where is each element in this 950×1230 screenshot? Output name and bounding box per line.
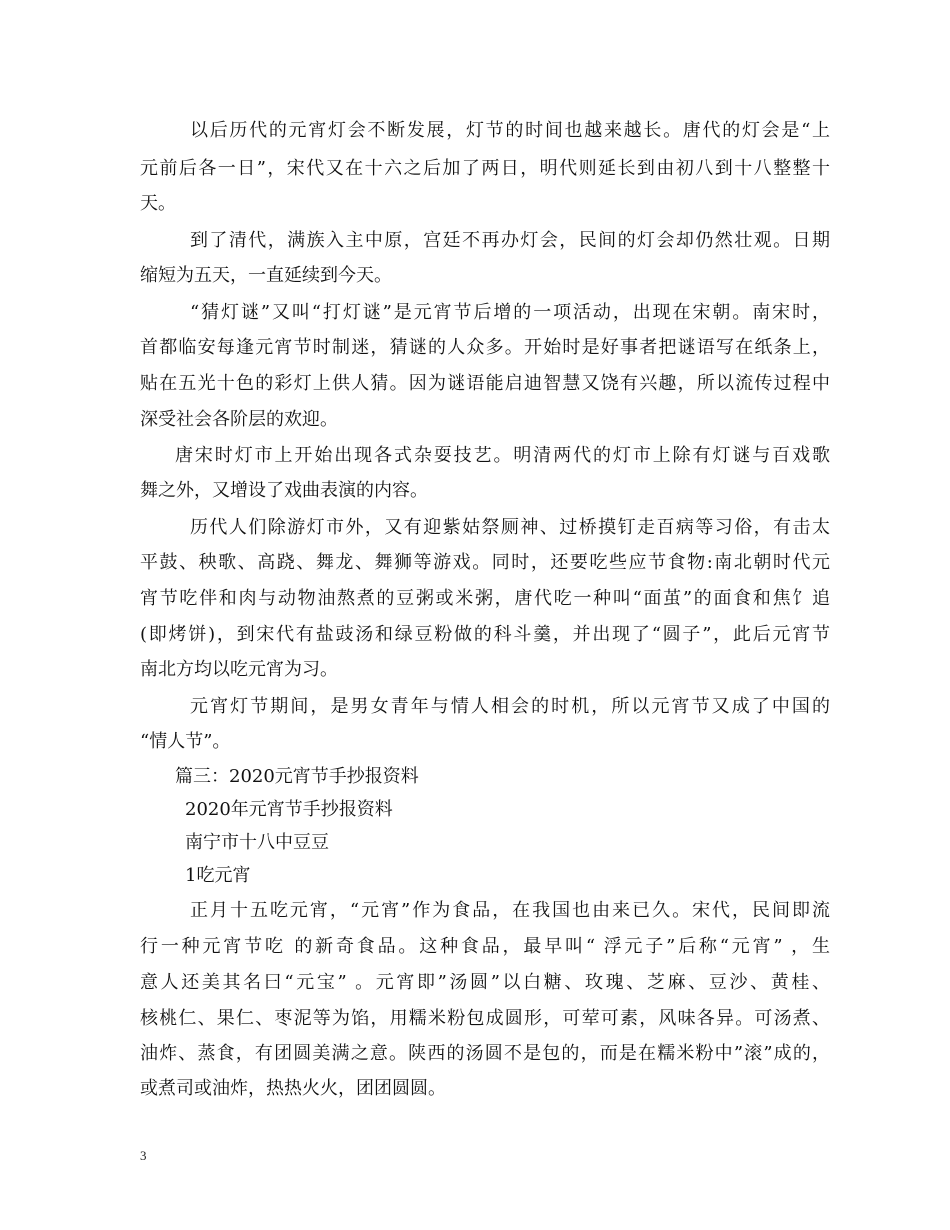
paragraph-7-line-3: 意人还美其名曰“元宝” 。元宵即”汤圆”以白糖、玫瑰、芝麻、豆沙、黄桂、 <box>140 972 830 993</box>
paragraph-4-line-2: 舞之外，又增设了戏曲表演的内容。 <box>140 480 428 501</box>
page-number: 3 <box>140 1148 147 1163</box>
paragraph-6-line-1: 元宵灯节期间，是男女青年与情人相会的时机，所以元宵节又成了中国的 <box>190 696 830 717</box>
paragraph-6-line-2: “情人节”。 <box>140 731 231 752</box>
paragraph-5-line-3: 宵节吃伴和肉与动物油熬煮的豆粥或米粥，唐代吃一种叫“面茧”的面食和焦饣追 <box>140 588 830 609</box>
paragraph-5-line-5: 南北方均以吃元宵为习。 <box>140 659 338 680</box>
paragraph-7-line-4: 核桃仁、果仁、枣泥等为馅，用糯米粉包成圆形，可荤可素，风味各异。可汤煮、 <box>140 1008 830 1029</box>
paragraph-2-line-1: 到了清代，满族入主中原，宫廷不再办灯会，民间的灯会却仍然壮观。日期 <box>190 230 830 251</box>
paragraph-3-line-3: 贴在五光十色的彩灯上供人猜。因为谜语能启迪智慧又饶有兴趣，所以流传过程中 <box>140 373 830 394</box>
section-title: 篇三：2020元宵节手抄报资料 <box>175 766 419 787</box>
paragraph-4-line-1: 唐宋时灯市上开始出现各式杂耍技艺。明清两代的灯市上除有灯谜与百戏歌 <box>175 445 830 466</box>
paragraph-3-line-1: “猜灯谜”又叫“打灯谜”是元宵节后增的一项活动，出现在宋朝。南宋时， <box>190 302 830 323</box>
paragraph-3-line-2: 首都临安每逢元宵节时制迷，猜谜的人众多。开始时是好事者把谜语写在纸条上， <box>140 337 830 358</box>
paragraph-7-line-5: 油炸、蒸食，有团圆美满之意。陕西的汤圆不是包的，而是在糯米粉中”滚”成的， <box>140 1043 830 1064</box>
subsection-title: 1吃元宵 <box>185 865 251 886</box>
paragraph-7-line-6: 或煮司或油炸，热热火火，团团圆圆。 <box>140 1078 446 1099</box>
paragraph-1-line-2: 元前后各一日”，宋代又在十六之后加了两日，明代则延长到由初八到十八整整十 <box>140 158 830 179</box>
handout-title: 2020年元宵节手抄报资料 <box>185 799 393 820</box>
paragraph-1-line-1: 以后历代的元宵灯会不断发展，灯节的时间也越来越长。唐代的灯会是“上 <box>190 120 830 141</box>
paragraph-3-line-4: 深受社会各阶层的欢迎。 <box>140 409 338 430</box>
paragraph-5-line-1: 历代人们除游灯市外，又有迎紫姑祭厕神、过桥摸钉走百病等习俗，有击太 <box>190 517 830 538</box>
paragraph-1-line-3: 天。 <box>140 193 176 214</box>
paragraph-5-line-2: 平鼓、秧歌、高跷、舞龙、舞狮等游戏。同时，还要吃些应节食物:南北朝时代元 <box>140 552 830 573</box>
paragraph-7-line-2: 行一种元宵节吃 的新奇食品。这种食品，最早叫“ 浮元子”后称“元宵” ，生 <box>140 936 830 957</box>
author-line: 南宁市十八中豆豆 <box>185 832 329 853</box>
paragraph-2-line-2: 缩短为五天，一直延续到今天。 <box>140 265 392 286</box>
paragraph-5-line-4: (即烤饼)，到宋代有盐豉汤和绿豆粉做的科斗羹，并出现了“圆子”，此后元宵节 <box>140 624 830 645</box>
paragraph-7-line-1: 正月十五吃元宵，“元宵”作为食品，在我国也由来已久。宋代，民间即流 <box>190 900 830 921</box>
